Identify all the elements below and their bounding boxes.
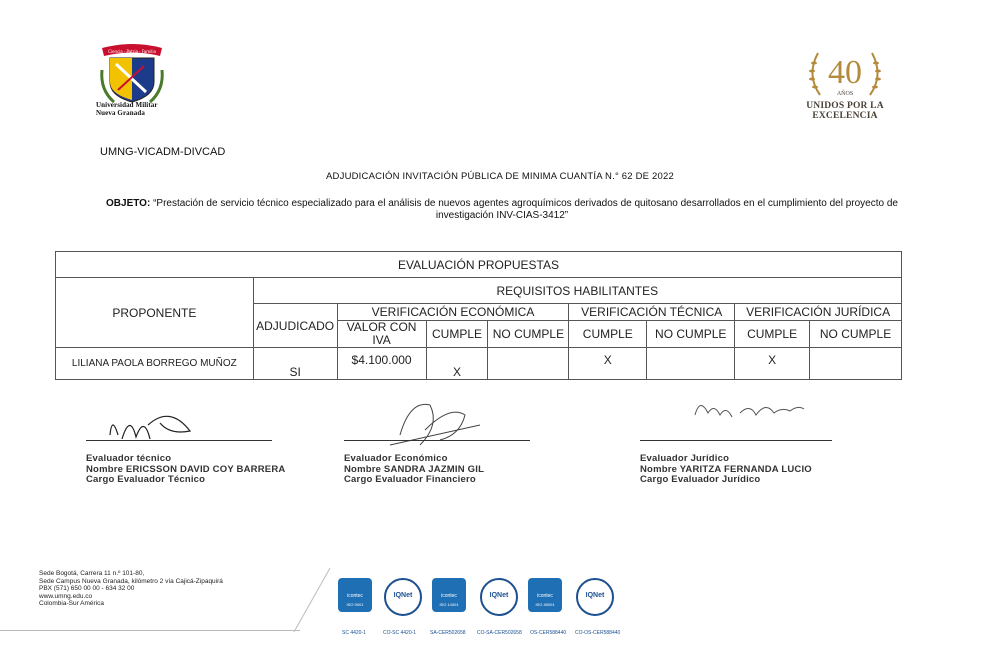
econ-cumple-cell: X: [426, 348, 488, 380]
valor-cell: $4.100.000: [337, 348, 426, 380]
iqnet-seal: IQNet: [480, 578, 518, 616]
footer-line: Sede Campus Nueva Granada, kilómetro 2 vía Cajicá-Zipaquirá: [39, 577, 223, 585]
signature-line-legal: [640, 440, 832, 441]
footer-divider: [0, 630, 300, 631]
icontec-iso9001-seal: icontec ISO 9001: [338, 578, 372, 612]
objeto-label: OBJETO:: [106, 198, 151, 209]
jur-cumple-cell: X: [735, 348, 810, 380]
adjudicado-header: ADJUDICADO: [253, 304, 337, 348]
valor-con-iva-header: VALOR CON IVA: [337, 321, 426, 348]
signature-block-technical: [86, 454, 285, 486]
cert-code: SC 4420-1: [342, 630, 366, 636]
cert-code: SA-CER502658: [430, 630, 466, 636]
objeto-paragraph: [92, 198, 912, 222]
signature-block-economic: [344, 454, 484, 486]
footer-address: [39, 570, 223, 608]
iqnet-seal: IQNet: [576, 578, 614, 616]
proponente-cell: LILIANA PAOLA BORREGO MUÑOZ: [56, 348, 254, 380]
signature-name: Nombre SANDRA JAZMIN GIL: [344, 463, 485, 475]
document-code: UMNG-VICADM-DIVCAD: [100, 146, 226, 158]
cert-code: CO-OS-CER588440: [575, 630, 621, 636]
document-title: ADJUDICACIÓN INVITACIÓN PÚBLICA DE MINIMA CUANTÍA N.° 62 DE 2022: [326, 171, 674, 182]
signature-line-economic: [344, 440, 530, 441]
table-row: [56, 348, 902, 380]
signature-technical: [100, 405, 210, 445]
tec-no-cumple-header: NO CUMPLE: [647, 321, 735, 348]
icontec-iso45001-seal: icontec ISO 45001: [528, 578, 562, 612]
proponente-header: PROPONENTE: [56, 278, 254, 348]
icontec-iso14001-seal: icontec ISO 14001: [432, 578, 466, 612]
footer-website-link[interactable]: www.umng.edu.co: [39, 592, 93, 600]
footer-line: Colombia-Sur América: [39, 600, 105, 607]
requisitos-header: REQUISITOS HABILITANTES: [253, 278, 901, 304]
table-title: EVALUACIÓN PROPUESTAS: [56, 252, 902, 278]
jur-cumple-header: CUMPLE: [735, 321, 810, 348]
econ-no-cumple-header: NO CUMPLE: [488, 321, 569, 348]
anniversary-tagline: UNIDOS POR LA EXCELENCIA: [806, 101, 884, 121]
signature-role: Evaluador Jurídico: [640, 453, 730, 464]
anniversary-years: AÑOS: [836, 91, 854, 97]
signature-name: Nombre YARITZA FERNANDA LUCIO: [640, 463, 812, 475]
signature-role: Evaluador Económico: [344, 453, 448, 464]
jur-no-cumple-header: NO CUMPLE: [810, 321, 902, 348]
signature-line-technical: [86, 440, 272, 441]
tec-cumple-header: CUMPLE: [569, 321, 647, 348]
verificacion-economica-header: VERIFICACIÓN ECONÓMICA: [337, 304, 569, 321]
signature-cargo: Cargo Evaluador Financiero: [344, 474, 476, 485]
anniversary-logo: [800, 45, 890, 100]
cert-code: OS-CER588440: [530, 630, 567, 636]
verificacion-juridica-header: VERIFICACIÓN JURÍDICA: [735, 304, 902, 321]
objeto-text: “Prestación de servicio técnico especializado para el análisis de nuevos agentes agroquímicos derivados de quitosano desarrollados en el cumplimiento del proyecto de investigación INV-CIAS-3412”: [153, 198, 898, 221]
anniversary-number: 40: [828, 54, 862, 91]
signature-legal: [690, 395, 810, 425]
tec-cumple-cell: X: [569, 348, 647, 380]
umng-banner-text: Ciencia · Patria · Familia: [108, 49, 156, 54]
cert-code: CO-SA-CER502658: [477, 630, 522, 636]
jur-no-cumple-cell: [810, 348, 902, 380]
footer-line: PBX (571) 650 00 00 - 634 32 00: [39, 585, 135, 592]
signature-block-legal: [640, 454, 812, 486]
evaluation-table: [55, 251, 902, 380]
econ-cumple-header: CUMPLE: [426, 321, 488, 348]
signature-cargo: Cargo Evaluador Jurídico: [640, 474, 761, 485]
signature-name: Nombre ERICSSON DAVID COY BARRERA: [86, 463, 286, 475]
iqnet-seal: IQNet: [384, 578, 422, 616]
footer-slash-divider: [292, 568, 332, 632]
signature-cargo: Cargo Evaluador Técnico: [86, 474, 206, 485]
adjudicado-cell: SI: [253, 348, 337, 380]
umng-logo-text: Universidad Militar Nueva Granada: [96, 101, 158, 117]
econ-no-cumple-cell: [488, 348, 569, 380]
footer-line: Sede Bogotá, Carrera 11 n.º 101-80,: [39, 570, 145, 577]
tec-no-cumple-cell: [647, 348, 735, 380]
cert-code: CO-SC 4420-1: [383, 630, 417, 636]
signature-economic: [370, 395, 500, 455]
verificacion-tecnica-header: VERIFICACIÓN TÉCNICA: [569, 304, 735, 321]
signature-role: Evaluador técnico: [86, 453, 172, 464]
